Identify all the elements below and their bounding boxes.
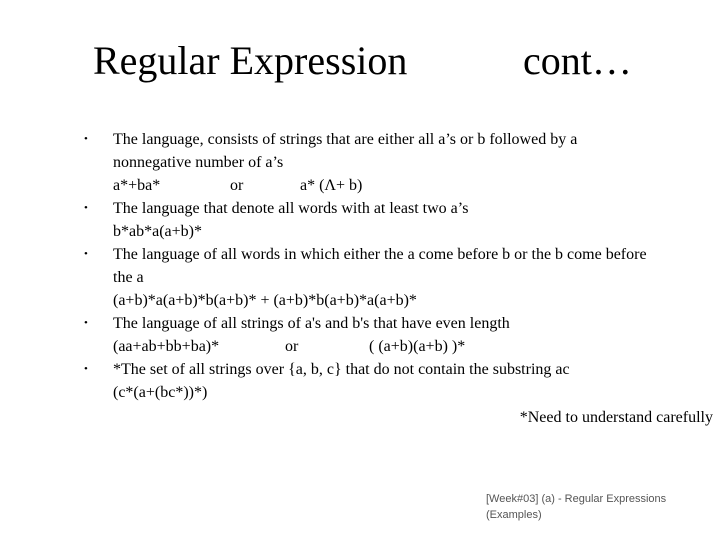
item-3-text-line2: the a xyxy=(113,269,144,286)
bullet-dot: • xyxy=(84,317,88,329)
bullet-list xyxy=(80,128,720,404)
bullet-item-1 xyxy=(80,128,720,197)
footer-line2: (Examples) xyxy=(486,509,542,521)
bullet-item-2 xyxy=(80,197,720,243)
slide-title xyxy=(0,38,720,88)
title-suffix: cont… xyxy=(523,38,632,83)
item-1-text-line2: nonnegative number of a’s xyxy=(113,154,284,171)
item-4-or-word: or xyxy=(285,338,299,355)
bullet-item-5 xyxy=(80,358,720,404)
bullet-dot: • xyxy=(84,202,88,214)
item-1-text-line1: The language, consists of strings that are either all a’s or b followed by a xyxy=(113,131,578,148)
bullet-dot: • xyxy=(84,248,88,260)
item-1-expression-a: a*+ba* xyxy=(113,177,161,194)
item-5-expression: (c*(a+(bc*))*) xyxy=(113,384,208,401)
item-1-or-word: or xyxy=(230,177,244,194)
item-1-expression-row xyxy=(113,174,720,197)
careful-note: *Need to understand carefully xyxy=(519,409,713,426)
item-2-expression: b*ab*a(a+b)* xyxy=(113,223,202,240)
item-4-expression-a: (aa+ab+bb+ba)* xyxy=(113,338,220,355)
title-text: Regular Expression xyxy=(93,38,408,83)
bullet-item-4 xyxy=(80,312,720,358)
item-4-expression-b: ( (a+b)(a+b) )* xyxy=(369,338,466,355)
bullet-dot: • xyxy=(84,133,88,145)
slide-footer xyxy=(486,491,666,523)
bullet-item-3 xyxy=(80,243,720,312)
item-3-text-line1: The language of all words in which either the a come before b or the b come before xyxy=(113,246,647,263)
item-2-text: The language that denote all words with at least two a’s xyxy=(113,200,469,217)
item-3-expression: (a+b)*a(a+b)*b(a+b)* + (a+b)*b(a+b)*a(a+b)* xyxy=(113,292,417,309)
footer-line1: [Week#03] (a) - Regular Expressions xyxy=(486,493,667,505)
item-5-text: *The set of all strings over {a, b, c} that do not contain the substring ac xyxy=(113,361,570,378)
item-4-expression-row xyxy=(113,335,720,358)
bullet-dot: • xyxy=(84,363,88,375)
item-4-text: The language of all strings of a's and b's that have even length xyxy=(113,315,510,332)
item-1-expression-b: a* (Λ+ b) xyxy=(300,177,363,194)
